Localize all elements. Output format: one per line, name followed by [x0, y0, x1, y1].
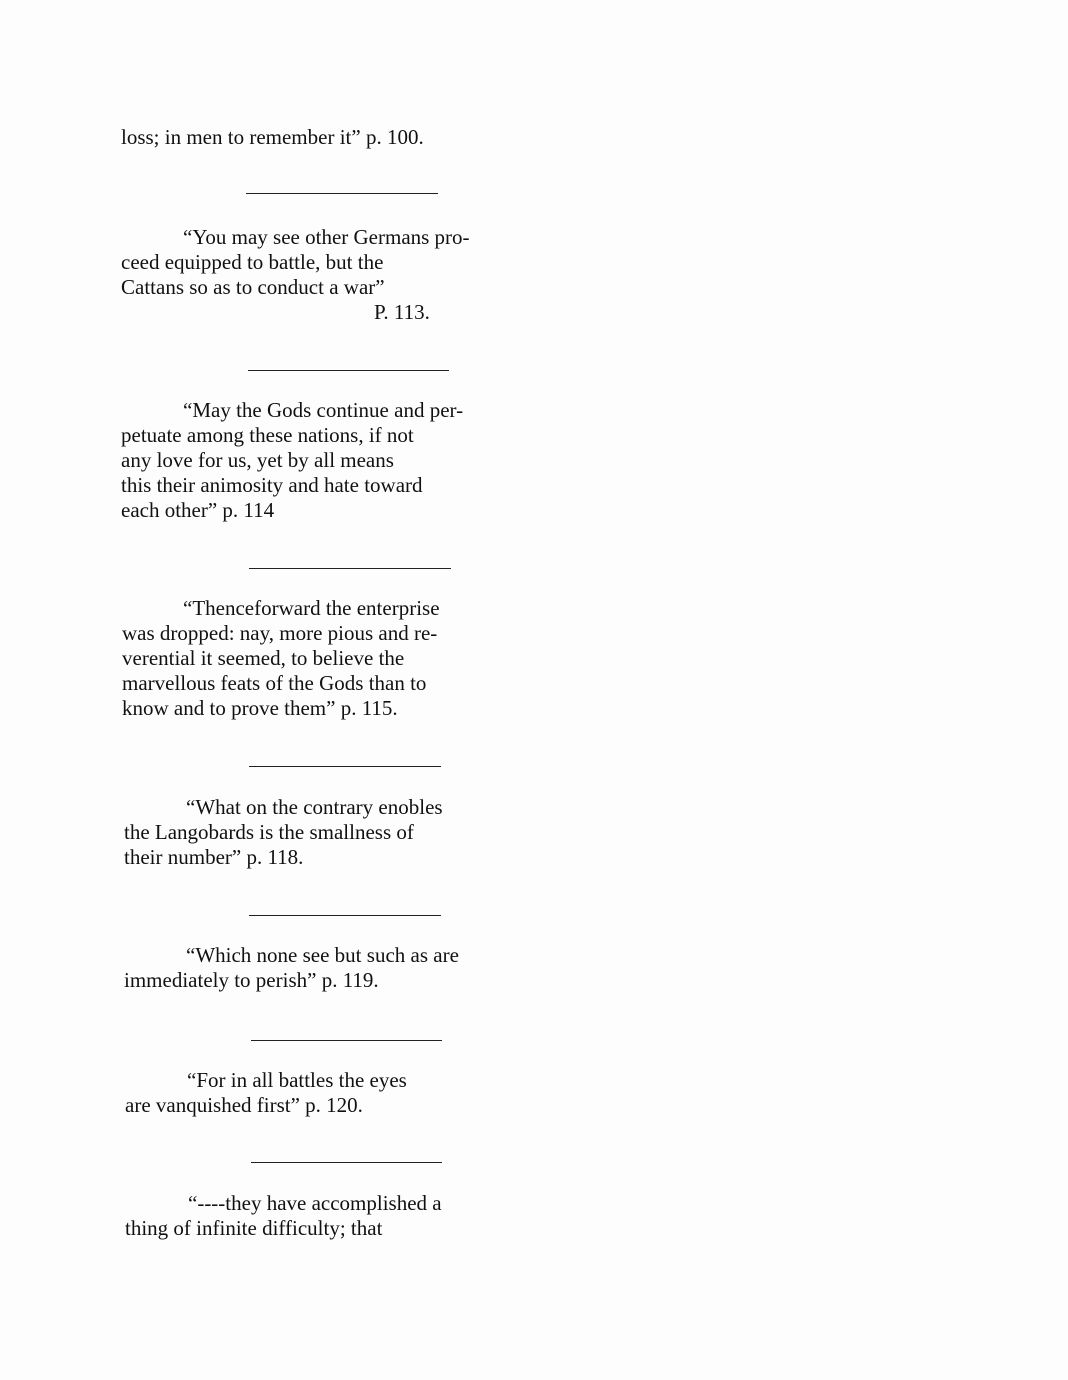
quote-line: their number” p. 118.: [124, 845, 304, 869]
separator-rule: [249, 766, 441, 767]
quote-line: any love for us, yet by all means: [121, 448, 394, 472]
quote-line: was dropped: nay, more pious and re-: [122, 621, 438, 645]
separator-rule: [251, 1162, 442, 1163]
separator-rule: [251, 1040, 442, 1041]
quote-line: verential it seemed, to believe the: [122, 646, 405, 670]
top-fragment: loss; in men to remember it” p. 100.: [121, 125, 424, 149]
quote-line: “----they have accomplished a: [188, 1191, 442, 1215]
quote-line: “You may see other Germans pro-: [183, 225, 470, 249]
quote-line: “For in all battles the eyes: [187, 1068, 407, 1092]
quote-line: marvellous feats of the Gods than to: [122, 671, 427, 695]
quote-line: ceed equipped to battle, but the: [121, 250, 384, 274]
quote-line: thing of infinite difficulty; that: [125, 1216, 383, 1240]
quote-line: immediately to perish” p. 119.: [124, 968, 379, 992]
quote-line: know and to prove them” p. 115.: [122, 696, 398, 720]
separator-rule: [246, 193, 438, 194]
quote-line: “Which none see but such as are: [186, 943, 459, 967]
separator-rule: [249, 568, 451, 569]
quote-line: “What on the contrary enobles: [186, 795, 443, 819]
quote-line: “May the Gods continue and per-: [183, 398, 464, 422]
quote-line: are vanquished first” p. 120.: [125, 1093, 363, 1117]
separator-rule: [249, 915, 441, 916]
quote-line: the Langobards is the smallness of: [124, 820, 414, 844]
quote-line: Cattans so as to conduct a war”: [121, 275, 385, 299]
quote-line: petuate among these nations, if not: [121, 423, 414, 447]
quote-line: this their animosity and hate toward: [121, 473, 423, 497]
separator-rule: [248, 370, 449, 371]
quote-line: “Thenceforward the enterprise: [183, 596, 440, 620]
quote-citation: P. 113.: [374, 300, 430, 324]
quote-line: each other” p. 114: [121, 498, 275, 522]
